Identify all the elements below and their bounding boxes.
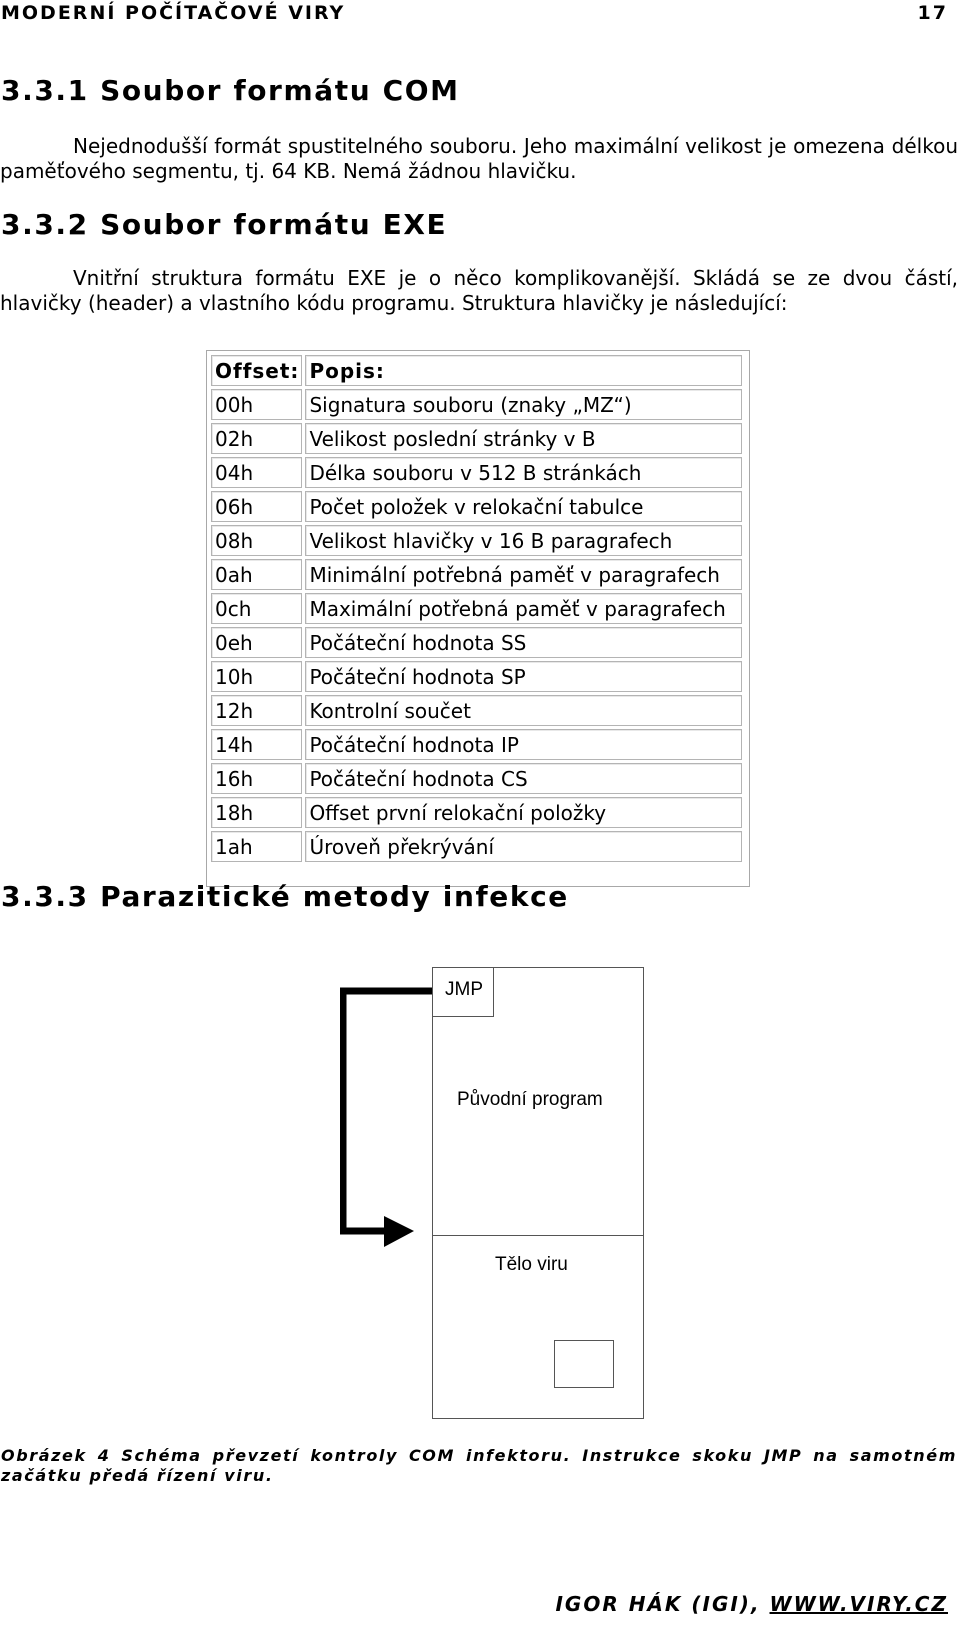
offset-cell: 02h <box>211 423 302 454</box>
table-body <box>211 389 742 862</box>
table-row <box>211 831 742 862</box>
offset-cell: 04h <box>211 457 302 488</box>
heading-parasitic: 3.3.3 Parazitické metody infekce <box>1 880 569 913</box>
table-row <box>211 423 742 454</box>
column-header-offset: Offset: <box>211 355 302 386</box>
offset-cell: 12h <box>211 695 302 726</box>
table-row <box>211 593 742 624</box>
table-row <box>211 457 742 488</box>
table-header-row <box>211 355 742 386</box>
offset-cell: 0eh <box>211 627 302 658</box>
description-cell: Kontrolní součet <box>305 695 742 726</box>
exe-header-grid <box>208 352 745 865</box>
small-box <box>554 1340 614 1388</box>
com-infector-diagram <box>340 967 644 1419</box>
table-row <box>211 491 742 522</box>
header-title: MODERNÍ POČÍTAČOVÉ VIRY <box>1 2 346 24</box>
description-cell: Počáteční hodnota SS <box>305 627 742 658</box>
offset-cell: 14h <box>211 729 302 760</box>
column-header-description: Popis: <box>305 355 742 386</box>
description-cell: Úroveň překrývání <box>305 831 742 862</box>
offset-cell: 0ch <box>211 593 302 624</box>
heading-com: 3.3.1 Soubor formátu COM <box>1 74 460 107</box>
offset-cell: 06h <box>211 491 302 522</box>
paragraph-com: Nejednodušší formát spustitelného souboru. Jeho maximální velikost je omezena délkou paměťového segmentu, tj. 64 KB. Nemá žádnou hlavičku. <box>0 134 958 183</box>
page-header <box>0 2 960 28</box>
offset-cell: 1ah <box>211 831 302 862</box>
footer-website-link[interactable]: WWW.VIRY.CZ <box>769 1592 948 1616</box>
paragraph-exe: Vnitřní struktura formátu EXE je o něco komplikovanější. Skládá se ze dvou částí, hlavičky (header) a vlastního kódu programu. Struktura hlavičky je následující: <box>0 266 958 315</box>
offset-cell: 08h <box>211 525 302 556</box>
description-cell: Počáteční hodnota CS <box>305 763 742 794</box>
offset-cell: 00h <box>211 389 302 420</box>
description-cell: Velikost hlavičky v 16 B paragrafech <box>305 525 742 556</box>
table-row <box>211 559 742 590</box>
description-cell: Velikost poslední stránky v B <box>305 423 742 454</box>
jump-arrow-icon <box>340 967 440 1267</box>
description-cell: Počáteční hodnota SP <box>305 661 742 692</box>
offset-cell: 0ah <box>211 559 302 590</box>
program-virus-divider <box>432 1235 644 1236</box>
offset-cell: 16h <box>211 763 302 794</box>
offset-cell: 10h <box>211 661 302 692</box>
page-footer <box>555 1592 948 1616</box>
description-cell: Počet položek v relokační tabulce <box>305 491 742 522</box>
jmp-label: JMP <box>445 979 483 1000</box>
figure-caption: Obrázek 4 Schéma převzetí kontroly COM infektoru. Instrukce skoku JMP na samotném začátku předá řízení viru. <box>1 1446 957 1485</box>
table-row <box>211 389 742 420</box>
description-cell: Offset první relokační položky <box>305 797 742 828</box>
table-row <box>211 763 742 794</box>
heading-exe: 3.3.2 Soubor formátu EXE <box>1 208 448 241</box>
page-number: 17 <box>917 2 948 24</box>
description-cell: Počáteční hodnota IP <box>305 729 742 760</box>
table-row <box>211 729 742 760</box>
exe-header-table <box>206 350 750 887</box>
table-row <box>211 797 742 828</box>
table-row <box>211 627 742 658</box>
description-cell: Délka souboru v 512 B stránkách <box>305 457 742 488</box>
description-cell: Signatura souboru (znaky „MZ“) <box>305 389 742 420</box>
table-row <box>211 525 742 556</box>
description-cell: Maximální potřebná paměť v paragrafech <box>305 593 742 624</box>
program-label: Původní program <box>457 1089 603 1110</box>
footer-author: IGOR HÁK (IGI), <box>555 1592 770 1616</box>
virus-label: Tělo viru <box>495 1254 568 1275</box>
description-cell: Minimální potřebná paměť v paragrafech <box>305 559 742 590</box>
offset-cell: 18h <box>211 797 302 828</box>
table-row <box>211 695 742 726</box>
table-row <box>211 661 742 692</box>
